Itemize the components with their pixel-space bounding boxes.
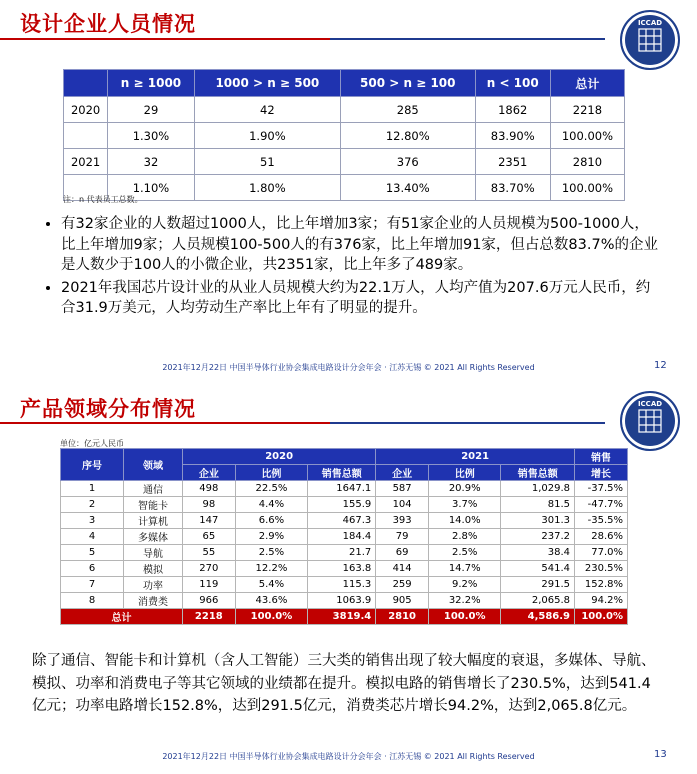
iccad-logo	[620, 391, 680, 451]
cell	[64, 123, 108, 149]
col-header-2020: 2020	[183, 449, 376, 465]
slide-footer: 2021年12月22日 中国半导体行业协会集成电路设计分会年会 · 江苏无锡 © 2021 All Rights Reserved	[162, 752, 535, 761]
cell: 152.8%	[575, 577, 628, 593]
table-row	[61, 529, 628, 545]
col-header: n ≥ 1000	[108, 70, 195, 97]
table-row	[61, 593, 628, 609]
cell: 100.00%	[550, 175, 624, 201]
table-row	[61, 513, 628, 529]
cell: 12.2%	[235, 561, 307, 577]
cell: 2.5%	[235, 545, 307, 561]
cell: 237.2	[501, 529, 575, 545]
table-row	[61, 561, 628, 577]
cell: 119	[183, 577, 236, 593]
cell: 147	[183, 513, 236, 529]
col-header-2021: 2021	[376, 449, 575, 465]
table-row	[61, 545, 628, 561]
cell: 4	[61, 529, 124, 545]
cell: 1,029.8	[501, 481, 575, 497]
cell: 42	[194, 97, 340, 123]
summary-paragraph: 除了通信、智能卡和计算机（含人工智能）三大类的销售出现了较大幅度的衰退，多媒体、导航、模拟、功率和消费电子等其它领域的业绩都在提升。模拟电路的销售增长了230.5%，达到541.4亿元；功率电路增长152.8%，达到291.5亿元，消费类芯片增长94.2%，达到2,065.8亿元。	[32, 653, 656, 714]
cell: -35.5%	[575, 513, 628, 529]
sub-header: 销售总额	[501, 465, 575, 481]
cell: 43.6%	[235, 593, 307, 609]
cell: 智能卡	[124, 497, 183, 513]
cell: 51	[194, 149, 340, 175]
cell: 100.00%	[550, 123, 624, 149]
cell: 总计	[61, 609, 183, 625]
cell: 104	[376, 497, 429, 513]
sub-header: 比例	[428, 465, 500, 481]
cell: 115.3	[308, 577, 376, 593]
cell: 14.7%	[428, 561, 500, 577]
cell: 功率	[124, 577, 183, 593]
cell: 541.4	[501, 561, 575, 577]
cell: 163.8	[308, 561, 376, 577]
cell: 6	[61, 561, 124, 577]
cell: 2.8%	[428, 529, 500, 545]
total-row	[61, 609, 628, 625]
sub-header: 比例	[235, 465, 307, 481]
col-header: 500 > n ≥ 100	[340, 70, 475, 97]
cell: 32	[108, 149, 195, 175]
cell: 5.4%	[235, 577, 307, 593]
cell: 2.5%	[428, 545, 500, 561]
table-row	[64, 149, 625, 175]
cell: 2	[61, 497, 124, 513]
cell: 498	[183, 481, 236, 497]
cell: 1862	[475, 97, 550, 123]
cell: 8	[61, 593, 124, 609]
col-header: 总计	[550, 70, 624, 97]
cell: 7	[61, 577, 124, 593]
slide-title: 产品领域分布情况	[20, 397, 196, 421]
cell: 消费类	[124, 593, 183, 609]
cell: 100.0%	[575, 609, 628, 625]
cell: 13.40%	[340, 175, 475, 201]
product-table	[60, 448, 628, 625]
cell: 79	[376, 529, 429, 545]
svg-text:ICCAD: ICCAD	[637, 19, 663, 27]
cell: 14.0%	[428, 513, 500, 529]
cell: 2020	[64, 97, 108, 123]
cell: 模拟	[124, 561, 183, 577]
sub-header: 销售总额	[308, 465, 376, 481]
cell: 259	[376, 577, 429, 593]
cell: 94.2%	[575, 593, 628, 609]
cell: 2218	[183, 609, 236, 625]
col-header-field: 领域	[124, 449, 183, 481]
cell: 55	[183, 545, 236, 561]
cell: 467.3	[308, 513, 376, 529]
cell: 3	[61, 513, 124, 529]
table-note: 注：n 代表员工总数。	[63, 195, 143, 204]
cell: 285	[340, 97, 475, 123]
cell: 2,065.8	[501, 593, 575, 609]
bullet-item: • 2021年我国芯片设计业的从业人员规模大约为22.1万人，人均产值为207.6万元人民币，约合31.9万美元，人均劳动生产率比上年有了明显的提升。	[61, 278, 661, 319]
slide-12	[0, 0, 697, 385]
table-row	[64, 123, 625, 149]
cell: 3819.4	[308, 609, 376, 625]
cell: 5	[61, 545, 124, 561]
cell: 1.90%	[194, 123, 340, 149]
iccad-logo	[620, 10, 680, 70]
slide-title: 设计企业人员情况	[20, 12, 196, 36]
title-rule	[330, 38, 605, 40]
cell: 9.2%	[428, 577, 500, 593]
cell: 12.80%	[340, 123, 475, 149]
page-number: 12	[654, 360, 667, 371]
cell: 多媒体	[124, 529, 183, 545]
cell: 32.2%	[428, 593, 500, 609]
table-row	[61, 497, 628, 513]
cell: 270	[183, 561, 236, 577]
col-header: 1000 > n ≥ 500	[194, 70, 340, 97]
cell: 376	[340, 149, 475, 175]
cell: 20.9%	[428, 481, 500, 497]
cell: -47.7%	[575, 497, 628, 513]
col-header-seq: 序号	[61, 449, 124, 481]
sub-header: 企业	[376, 465, 429, 481]
cell: 77.0%	[575, 545, 628, 561]
svg-text:ICCAD: ICCAD	[637, 400, 663, 408]
cell: 2351	[475, 149, 550, 175]
cell: 301.3	[501, 513, 575, 529]
staff-table	[63, 69, 625, 201]
page-number: 13	[654, 749, 667, 760]
unit-label: 单位：亿元人民币	[60, 439, 124, 448]
cell: 83.90%	[475, 123, 550, 149]
cell: 69	[376, 545, 429, 561]
cell: 1	[61, 481, 124, 497]
bullet-list	[45, 214, 661, 321]
cell: 905	[376, 593, 429, 609]
cell: 29	[108, 97, 195, 123]
cell: -37.5%	[575, 481, 628, 497]
cell: 2021	[64, 149, 108, 175]
cell: 4,586.9	[501, 609, 575, 625]
col-header-sales: 销售	[575, 449, 628, 465]
cell: 2810	[376, 609, 429, 625]
cell: 2.9%	[235, 529, 307, 545]
cell: 100.0%	[428, 609, 500, 625]
table-row	[64, 175, 625, 201]
table-row	[61, 577, 628, 593]
cell: 65	[183, 529, 236, 545]
bullet-item: • 有32家企业的人数超过1000人，比上年增加3家；有51家企业的人员规模为500-1000人，比上年增加9家；人员规模100-500人的有376家，比上年增加91家，但占总数83.7%的企业是人数少于100人的小微企业，共2351家，比上年多了489家。	[61, 214, 661, 276]
cell: 4.4%	[235, 497, 307, 513]
cell: 38.4	[501, 545, 575, 561]
cell: 22.5%	[235, 481, 307, 497]
cell: 28.6%	[575, 529, 628, 545]
cell: 3.7%	[428, 497, 500, 513]
title-underline	[0, 422, 330, 424]
cell: 291.5	[501, 577, 575, 593]
cell: 100.0%	[235, 609, 307, 625]
sub-header: 增长	[575, 465, 628, 481]
cell: 通信	[124, 481, 183, 497]
cell: 计算机	[124, 513, 183, 529]
slide-footer: 2021年12月22日 中国半导体行业协会集成电路设计分会年会 · 江苏无锡 © 2021 All Rights Reserved	[162, 363, 535, 372]
cell: 导航	[124, 545, 183, 561]
cell: 1.30%	[108, 123, 195, 149]
cell: 1063.9	[308, 593, 376, 609]
cell: 414	[376, 561, 429, 577]
cell: 1.10%	[108, 175, 195, 201]
table-row	[61, 481, 628, 497]
cell: 6.6%	[235, 513, 307, 529]
sub-header: 企业	[183, 465, 236, 481]
cell: 184.4	[308, 529, 376, 545]
cell: 21.7	[308, 545, 376, 561]
cell: 81.5	[501, 497, 575, 513]
cell: 966	[183, 593, 236, 609]
cell: 1.80%	[194, 175, 340, 201]
cell: 83.70%	[475, 175, 550, 201]
cell: 393	[376, 513, 429, 529]
cell: 2218	[550, 97, 624, 123]
cell: 2810	[550, 149, 624, 175]
cell: 98	[183, 497, 236, 513]
col-header	[64, 70, 108, 97]
cell: 230.5%	[575, 561, 628, 577]
table-row	[64, 97, 625, 123]
title-rule	[330, 422, 605, 424]
cell: 1647.1	[308, 481, 376, 497]
cell: 587	[376, 481, 429, 497]
cell: 155.9	[308, 497, 376, 513]
title-underline	[0, 38, 330, 40]
col-header: n < 100	[475, 70, 550, 97]
